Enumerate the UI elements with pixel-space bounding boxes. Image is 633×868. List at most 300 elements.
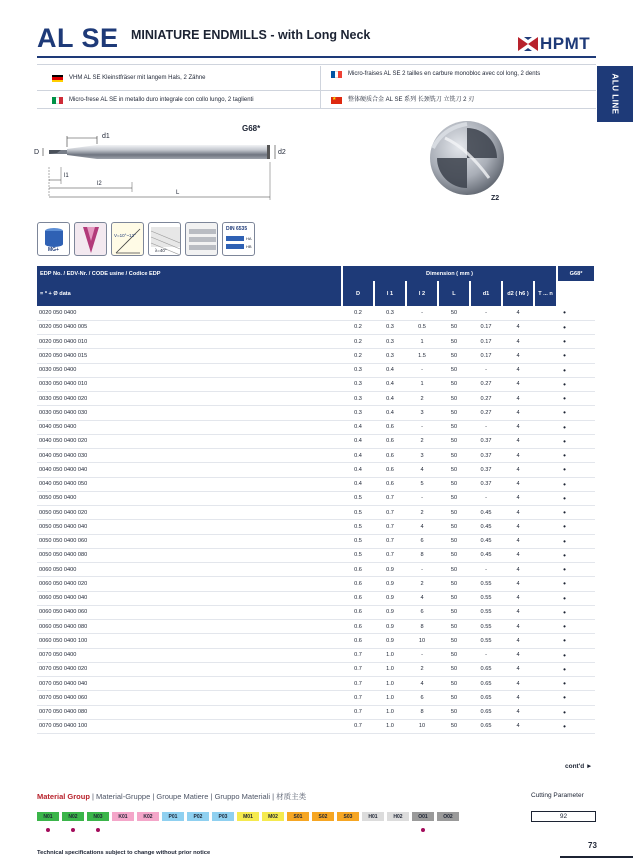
l1-cell: 0.3 — [374, 335, 406, 349]
material-chip-n03[interactable]: N03 — [87, 812, 109, 821]
table-row — [37, 335, 595, 349]
table-row — [37, 591, 595, 605]
l2-cell: 6 — [406, 691, 438, 705]
l2-cell: 4 — [406, 463, 438, 477]
L-cell: 50 — [438, 563, 470, 577]
d1-cell: 0.17 — [470, 320, 502, 334]
L-cell: 50 — [438, 449, 470, 463]
coating-cell: • — [534, 306, 595, 320]
d1-cell: 0.55 — [470, 605, 502, 619]
d2-label: d2 — [278, 149, 286, 156]
coating-cell: • — [534, 620, 595, 634]
l1-cell: 1.0 — [374, 691, 406, 705]
d1-cell: - — [470, 363, 502, 377]
coating-cell: • — [534, 677, 595, 691]
l2-cell: 10 — [406, 719, 438, 733]
material-group-list — [37, 812, 459, 821]
material-chip-o02[interactable]: O02 — [437, 812, 459, 821]
edp-subheader: = * + Ø data — [37, 281, 342, 306]
col-d1: d1 — [470, 281, 502, 306]
l2-cell: 2 — [406, 506, 438, 520]
L-cell: 50 — [438, 605, 470, 619]
d-cell: 0.3 — [342, 377, 374, 391]
d2-cell: 4 — [502, 306, 534, 320]
material-group-title-bold: Material Group — [37, 792, 90, 801]
l1-cell: 1.0 — [374, 677, 406, 691]
d-cell: 0.5 — [342, 506, 374, 520]
table-row — [37, 634, 595, 648]
coating-cell: • — [534, 434, 595, 448]
logo-text: HPMT — [540, 34, 591, 53]
l2-cell: 8 — [406, 548, 438, 562]
L-cell: 50 — [438, 577, 470, 591]
material-chip-s03[interactable]: S03 — [337, 812, 359, 821]
l2-cell: 1 — [406, 377, 438, 391]
d1-cell: 0.55 — [470, 634, 502, 648]
l2-cell: 3 — [406, 449, 438, 463]
d2-cell: 4 — [502, 705, 534, 719]
l1-cell: 0.9 — [374, 605, 406, 619]
coating-cell: • — [534, 719, 595, 733]
table-row — [37, 463, 595, 477]
coating-cell: • — [534, 349, 595, 363]
d-cell: 0.7 — [342, 662, 374, 676]
edp-cell: 0070 050 0400 040 — [37, 677, 342, 691]
L-cell: 50 — [438, 520, 470, 534]
edp-cell: 0040 050 0400 020 — [37, 434, 342, 448]
edp-cell: 0020 050 0400 — [37, 306, 342, 320]
d1-cell: 0.37 — [470, 463, 502, 477]
coating-cell: • — [534, 449, 595, 463]
l1-cell: 0.7 — [374, 491, 406, 505]
material-chip-m01[interactable]: M01 — [237, 812, 259, 821]
d-cell: 0.6 — [342, 577, 374, 591]
l2-cell: 1.5 — [406, 349, 438, 363]
table-row — [37, 349, 595, 363]
lang-de-text: VHM AL SE Kleinstfräser mit langem Hals, 2 Zähne — [69, 75, 206, 81]
edp-cell: 0050 050 0400 060 — [37, 534, 342, 548]
edp-cell: 0030 050 0400 010 — [37, 377, 342, 391]
table-row — [37, 648, 595, 662]
mg-icon — [37, 222, 70, 256]
d2-cell: 4 — [502, 662, 534, 676]
l1-cell: 0.4 — [374, 392, 406, 406]
L-cell: 50 — [438, 463, 470, 477]
page-number: 73 — [588, 841, 597, 850]
L-cell: 50 — [438, 420, 470, 434]
coating-cell: • — [534, 506, 595, 520]
dimension-header: Dimension ( mm ) — [342, 266, 557, 281]
table-row — [37, 449, 595, 463]
edp-cell: 0040 050 0400 — [37, 420, 342, 434]
d2-cell: 4 — [502, 392, 534, 406]
lang-fr — [331, 71, 581, 78]
flute-icon — [74, 222, 107, 256]
l1-cell: 0.3 — [374, 306, 406, 320]
edp-cell: 0060 050 0400 — [37, 563, 342, 577]
d-cell: 0.7 — [342, 677, 374, 691]
d1-cell: 0.37 — [470, 477, 502, 491]
brand-logo — [518, 34, 590, 54]
d-cell: 0.7 — [342, 719, 374, 733]
l1-cell: 1.0 — [374, 648, 406, 662]
edp-cell: 0070 050 0400 100 — [37, 719, 342, 733]
d1-cell: 0.27 — [470, 377, 502, 391]
col-tn: T ... n — [534, 281, 557, 306]
l2-cell: - — [406, 306, 438, 320]
d2-cell: 4 — [502, 605, 534, 619]
edp-cell: 0020 050 0400 005 — [37, 320, 342, 334]
d-cell: 0.7 — [342, 648, 374, 662]
table-row — [37, 662, 595, 676]
L-cell: 50 — [438, 363, 470, 377]
l1-cell: 0.6 — [374, 463, 406, 477]
header-rule — [37, 56, 596, 58]
france-flag-icon — [331, 71, 342, 78]
d-cell: 0.4 — [342, 420, 374, 434]
l2-cell: 4 — [406, 591, 438, 605]
table-row — [37, 548, 595, 562]
edp-cell: 0060 050 0400 100 — [37, 634, 342, 648]
shank-icon — [185, 222, 218, 256]
l2-cell: 2 — [406, 662, 438, 676]
edp-cell: 0050 050 0400 020 — [37, 506, 342, 520]
L-cell: 50 — [438, 591, 470, 605]
L-cell: 50 — [438, 634, 470, 648]
d1-cell: 0.65 — [470, 691, 502, 705]
coating-cell: • — [534, 534, 595, 548]
L-cell: 50 — [438, 662, 470, 676]
china-flag-icon: ★ — [331, 97, 342, 104]
lang-it-text: Micro-frese AL SE in metallo duro integrale con collo lungo, 2 taglienti — [69, 97, 254, 103]
d-cell: 0.7 — [342, 705, 374, 719]
coating-cell: • — [534, 363, 595, 377]
d1-cell: - — [470, 648, 502, 662]
l2-cell: - — [406, 491, 438, 505]
material-group-title — [37, 791, 306, 802]
coating-cell: • — [534, 634, 595, 648]
d2-cell: 4 — [502, 377, 534, 391]
edp-cell: 0040 050 0400 040 — [37, 463, 342, 477]
rake-angle-label: λ=40° — [155, 248, 167, 253]
d2-cell: 4 — [502, 648, 534, 662]
din-hb-label: HB — [246, 244, 252, 249]
coating-cell: • — [534, 691, 595, 705]
coating-cell: • — [534, 605, 595, 619]
L-cell: 50 — [438, 691, 470, 705]
coating-cell: • — [534, 548, 595, 562]
table-row — [37, 605, 595, 619]
l1-cell: 0.9 — [374, 577, 406, 591]
d-cell: 0.5 — [342, 491, 374, 505]
l1-cell: 1.0 — [374, 662, 406, 676]
coating-cell: • — [534, 577, 595, 591]
d1-cell: 0.55 — [470, 620, 502, 634]
d2-cell: 4 — [502, 506, 534, 520]
lang-fr-text: Micro-fraises AL SE 2 tailles en carbure monobloc avec col long, 2 dents — [348, 71, 541, 77]
d2-cell: 4 — [502, 463, 534, 477]
table-row — [37, 406, 595, 420]
table-row — [37, 306, 595, 320]
feature-icons — [37, 222, 255, 256]
edp-cell: 0060 050 0400 080 — [37, 620, 342, 634]
d1-cell: 0.65 — [470, 662, 502, 676]
l2-cell: - — [406, 648, 438, 662]
table-row — [37, 705, 595, 719]
d1-cell: - — [470, 420, 502, 434]
L-cell: 50 — [438, 620, 470, 634]
l1-cell: 0.7 — [374, 534, 406, 548]
l2-cell: - — [406, 563, 438, 577]
l1-cell: 0.6 — [374, 449, 406, 463]
edp-cell: 0060 050 0400 020 — [37, 577, 342, 591]
product-subtitle: MINIATURE ENDMILLS - with Long Neck — [131, 28, 371, 42]
l1-label: l1 — [64, 173, 69, 179]
edp-column-header: EDP No. / EDV-Nr. / CODE usine / Codice EDP — [37, 266, 342, 281]
col-d2: d2 ( h6 ) — [502, 281, 534, 306]
l1-cell: 0.4 — [374, 406, 406, 420]
l1-cell: 0.4 — [374, 377, 406, 391]
din-ha-bar — [226, 236, 244, 241]
d-cell: 0.4 — [342, 477, 374, 491]
lang-rule-mid — [37, 90, 596, 91]
lang-divider — [320, 66, 321, 108]
d1-cell: - — [470, 306, 502, 320]
d2-cell: 4 — [502, 320, 534, 334]
table-row — [37, 520, 595, 534]
cross-section-image — [423, 118, 505, 198]
continued-label[interactable]: cont'd ► — [565, 763, 593, 770]
l2-cell: 6 — [406, 605, 438, 619]
material-chip-h02[interactable]: H02 — [387, 812, 409, 821]
coating-cell: • — [534, 705, 595, 719]
d1-cell: 0.37 — [470, 434, 502, 448]
din-hb-bar — [226, 244, 244, 249]
cutting-parameter-value[interactable]: 92 — [531, 811, 596, 822]
material-chip-m02[interactable]: M02 — [262, 812, 284, 821]
d2-cell: 4 — [502, 548, 534, 562]
L-cell: 50 — [438, 320, 470, 334]
d2-cell: 4 — [502, 719, 534, 733]
coating-cell: • — [534, 563, 595, 577]
d1-cell: 0.17 — [470, 335, 502, 349]
l1-cell: 0.7 — [374, 520, 406, 534]
material-chip-p03[interactable]: P03 — [212, 812, 234, 821]
L-cell: 50 — [438, 506, 470, 520]
side-tab[interactable] — [597, 66, 633, 122]
d-cell: 0.3 — [342, 406, 374, 420]
l1-cell: 0.6 — [374, 434, 406, 448]
d1-cell: 0.65 — [470, 677, 502, 691]
coating-cell: • — [534, 335, 595, 349]
d1-cell: 0.37 — [470, 449, 502, 463]
side-tab-label: ALU LINE — [610, 73, 620, 115]
L-cell: 50 — [438, 477, 470, 491]
l2-cell: 8 — [406, 705, 438, 719]
product-title: AL SE — [37, 23, 119, 53]
lang-cn-text: 整体硬质合金 AL SE 系列 长颈铣刀 立铣刀 2 刃 — [348, 97, 475, 103]
l1-cell: 0.9 — [374, 620, 406, 634]
l1-cell: 0.9 — [374, 563, 406, 577]
L-cell: 50 — [438, 377, 470, 391]
L-cell: 50 — [438, 306, 470, 320]
coating-cell: • — [534, 662, 595, 676]
material-chip-o01[interactable]: O01 — [412, 812, 434, 821]
d1-cell: 0.27 — [470, 406, 502, 420]
recommended-dot-icon — [46, 828, 50, 832]
d-cell: 0.5 — [342, 548, 374, 562]
l1-cell: 1.0 — [374, 705, 406, 719]
d1-cell: 0.55 — [470, 591, 502, 605]
d2-cell: 4 — [502, 563, 534, 577]
table-row — [37, 377, 595, 391]
coating-cell: • — [534, 420, 595, 434]
helix-angle-label: V=10°~12° — [114, 233, 136, 238]
l2-cell: 10 — [406, 634, 438, 648]
l2-cell: 4 — [406, 520, 438, 534]
material-chip-h01[interactable]: H01 — [362, 812, 384, 821]
l2-cell: 2 — [406, 392, 438, 406]
table-row — [37, 491, 595, 505]
d-cell: 0.4 — [342, 434, 374, 448]
d2-cell: 4 — [502, 591, 534, 605]
mg-icon-label: MG+ — [48, 247, 59, 253]
d1-cell: 0.17 — [470, 349, 502, 363]
l2-cell: 8 — [406, 620, 438, 634]
table-row — [37, 534, 595, 548]
l2-cell: - — [406, 420, 438, 434]
lang-de — [52, 75, 312, 82]
din-label: DIN 6535 — [226, 226, 248, 232]
d1-cell: 0.45 — [470, 534, 502, 548]
table-row — [37, 320, 595, 334]
L-cell: 50 — [438, 392, 470, 406]
d2-cell: 4 — [502, 420, 534, 434]
d-cell: 0.2 — [342, 349, 374, 363]
coating-cell: • — [534, 392, 595, 406]
d2-cell: 4 — [502, 577, 534, 591]
l1-cell: 0.7 — [374, 506, 406, 520]
edp-cell: 0060 050 0400 060 — [37, 605, 342, 619]
edp-cell: 0060 050 0400 040 — [37, 591, 342, 605]
l2-cell: 0.5 — [406, 320, 438, 334]
d1-label: d1 — [102, 133, 110, 140]
l2-cell: 5 — [406, 477, 438, 491]
col-l2: l 2 — [406, 281, 438, 306]
material-chip-n01[interactable]: N01 — [37, 812, 59, 821]
L-cell: 50 — [438, 648, 470, 662]
L-cell: 50 — [438, 719, 470, 733]
edp-cell: 0070 050 0400 020 — [37, 662, 342, 676]
d-cell: 0.3 — [342, 392, 374, 406]
logo-mark-icon — [518, 37, 538, 51]
material-chip-s02[interactable]: S02 — [312, 812, 334, 821]
lang-rule-bottom — [37, 108, 596, 109]
lang-rule-top — [37, 64, 596, 65]
l2-cell: - — [406, 363, 438, 377]
d-cell: 0.4 — [342, 463, 374, 477]
table-row — [37, 691, 595, 705]
edp-cell: 0070 050 0400 060 — [37, 691, 342, 705]
material-chip-s01[interactable]: S01 — [287, 812, 309, 821]
coating-cell: • — [534, 477, 595, 491]
tool-dimension-diagram — [37, 122, 297, 202]
material-chip-k02[interactable]: K02 — [137, 812, 159, 821]
table-row — [37, 506, 595, 520]
table-body — [37, 306, 595, 734]
italy-flag-icon — [52, 97, 63, 104]
d-cell: 0.2 — [342, 335, 374, 349]
d-cell: 0.2 — [342, 306, 374, 320]
l2-label: l2 — [97, 181, 102, 187]
d-label: D — [34, 149, 40, 156]
coating-cell: • — [534, 377, 595, 391]
material-chip-k01[interactable]: K01 — [112, 812, 134, 821]
coating-cell: • — [534, 591, 595, 605]
l1-cell: 0.6 — [374, 477, 406, 491]
d1-cell: 0.55 — [470, 577, 502, 591]
recommended-dot-icon — [421, 828, 425, 832]
col-L: L — [438, 281, 470, 306]
d2-cell: 4 — [502, 477, 534, 491]
d-cell: 0.6 — [342, 591, 374, 605]
d1-cell: - — [470, 491, 502, 505]
d2-cell: 4 — [502, 406, 534, 420]
L-cell: 50 — [438, 434, 470, 448]
coating-header: G68* — [557, 266, 595, 281]
l1-cell: 0.7 — [374, 548, 406, 562]
l2-cell: 2 — [406, 577, 438, 591]
d1-cell: 0.45 — [470, 548, 502, 562]
d1-cell: 0.65 — [470, 705, 502, 719]
edp-cell: 0050 050 0400 — [37, 491, 342, 505]
material-chip-p01[interactable]: P01 — [162, 812, 184, 821]
d2-cell: 4 — [502, 691, 534, 705]
flute-count-label: Z2 — [491, 195, 500, 202]
d-cell: 0.6 — [342, 563, 374, 577]
d2-cell: 4 — [502, 534, 534, 548]
L-cell: 50 — [438, 705, 470, 719]
L-cell: 50 — [438, 335, 470, 349]
d2-cell: 4 — [502, 491, 534, 505]
edp-cell: 0030 050 0400 020 — [37, 392, 342, 406]
d1-cell: - — [470, 563, 502, 577]
d-cell: 0.2 — [342, 320, 374, 334]
table-row — [37, 577, 595, 591]
d-cell: 0.3 — [342, 363, 374, 377]
germany-flag-icon — [52, 75, 63, 82]
edp-cell: 0040 050 0400 030 — [37, 449, 342, 463]
page-number-rule — [560, 856, 633, 858]
l1-cell: 0.3 — [374, 349, 406, 363]
l2-cell: 1 — [406, 335, 438, 349]
col-l1: l 1 — [374, 281, 406, 306]
edp-cell: 0070 050 0400 080 — [37, 705, 342, 719]
coating-cell: • — [534, 520, 595, 534]
material-chip-n02[interactable]: N02 — [62, 812, 84, 821]
material-chip-p02[interactable]: P02 — [187, 812, 209, 821]
coating-cell: • — [534, 406, 595, 420]
table-row — [37, 392, 595, 406]
lang-it — [52, 97, 312, 104]
L-cell: 50 — [438, 677, 470, 691]
product-table — [37, 266, 596, 734]
edp-cell: 0030 050 0400 — [37, 363, 342, 377]
coating-cell: • — [534, 320, 595, 334]
d1-cell: 0.27 — [470, 392, 502, 406]
d2-cell: 4 — [502, 634, 534, 648]
d2-cell: 4 — [502, 363, 534, 377]
